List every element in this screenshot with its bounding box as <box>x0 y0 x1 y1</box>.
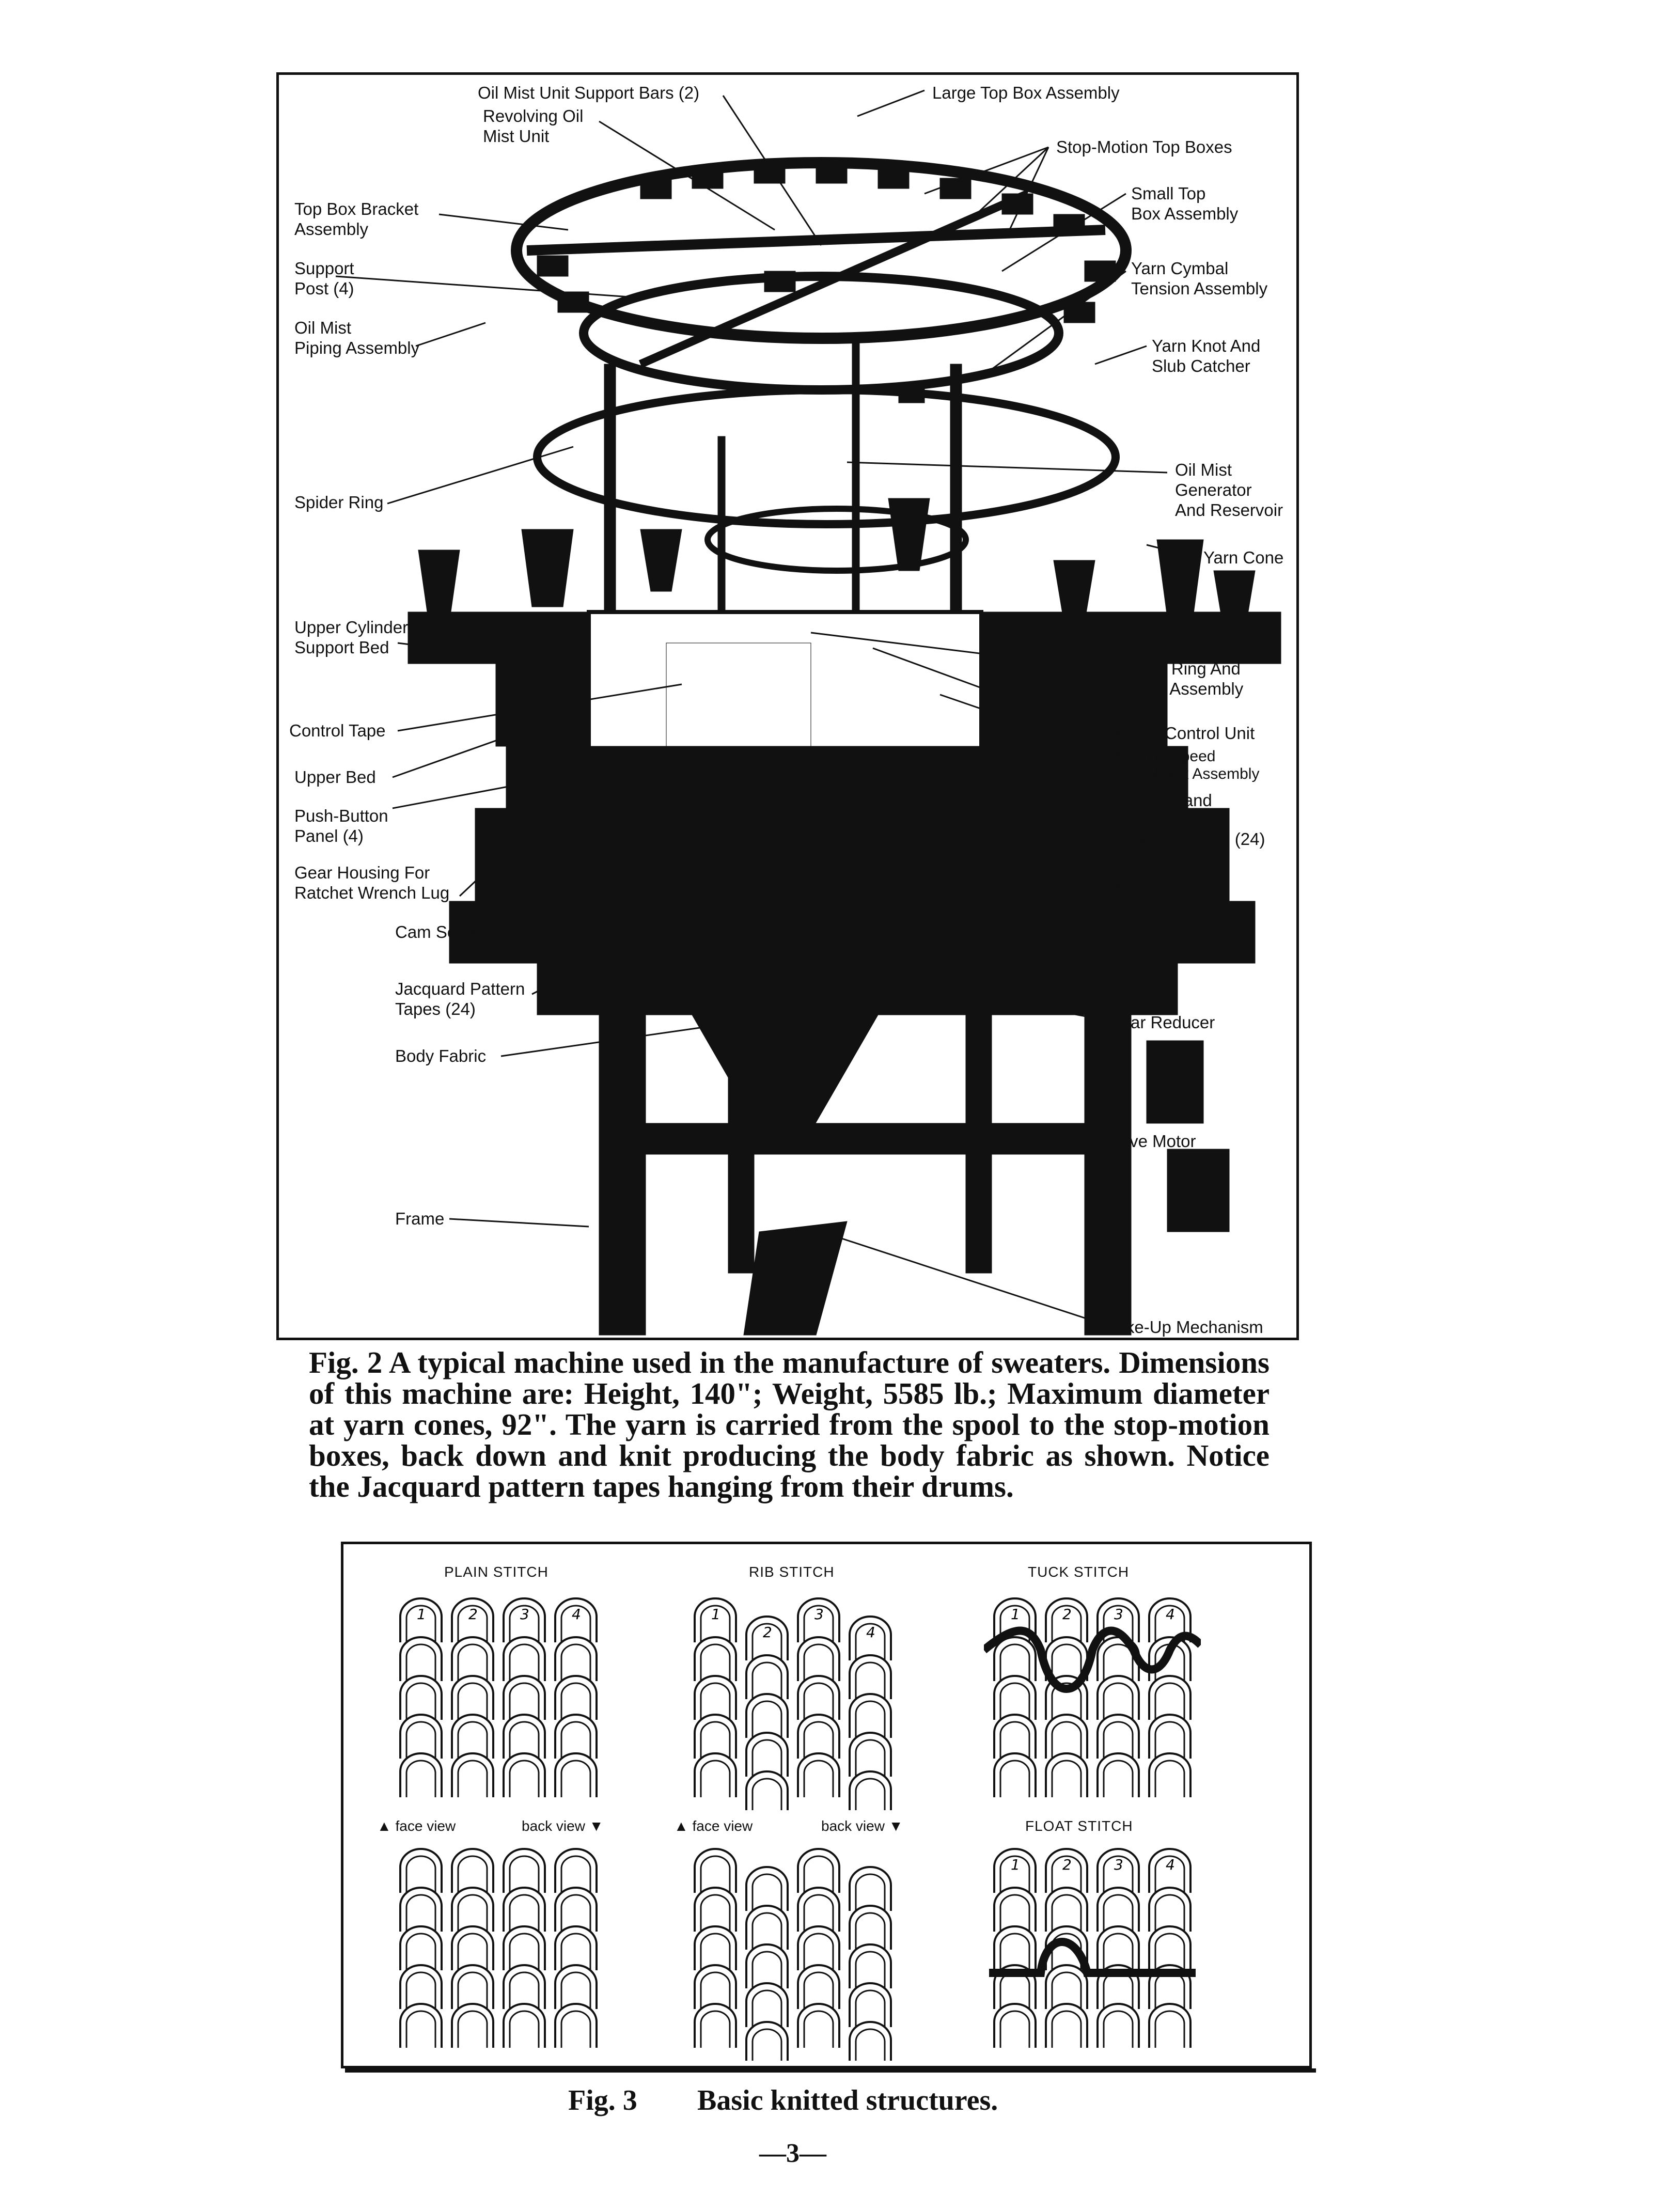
label-gear-housing: Gear Housing For Ratchet Wrench Lug <box>294 863 450 902</box>
rib-stitch-face-diagram <box>684 1588 901 1810</box>
plain-back-view-label: back view ▼ <box>522 1818 604 1834</box>
label-push-button-panel: Push-Button Panel (4) <box>294 806 388 845</box>
label-oil-mist-piping: Oil Mist Piping Assembly <box>294 318 420 357</box>
label-small-top-box: Small Top Box Assembly <box>1131 184 1239 223</box>
figure-3-stitch-diagram <box>341 1542 1312 2068</box>
rib-stitch-title: RIB STITCH <box>749 1564 835 1580</box>
rib-stitch-back-diagram <box>684 1839 901 2061</box>
figure-3-number: Fig. 3 <box>568 2084 637 2116</box>
svg-text:2: 2 <box>1062 1856 1072 1873</box>
svg-text:3: 3 <box>814 1606 824 1623</box>
svg-text:2: 2 <box>468 1606 478 1623</box>
label-drive-motor: Drive Motor <box>1108 1132 1196 1151</box>
page-number: —3— <box>759 2139 826 2168</box>
label-machine-speed: Machine Speed Control Box Assembly <box>1108 748 1260 782</box>
svg-text:1: 1 <box>711 1606 720 1623</box>
svg-text:1: 1 <box>1011 1606 1020 1623</box>
label-take-up: Take-Up Mechanism <box>1108 1317 1263 1337</box>
label-spider-ring: Spider Ring <box>294 493 384 512</box>
float-stitch-diagram <box>984 1839 1201 2061</box>
label-top-box-bracket: Top Box Bracket Assembly <box>294 199 419 239</box>
label-upper-bed: Upper Bed <box>294 767 376 787</box>
plain-face-view-label: ▲ face view <box>377 1818 456 1834</box>
svg-text:3: 3 <box>520 1606 529 1623</box>
svg-text:2: 2 <box>763 1624 772 1641</box>
figure-3-caption: Basic knitted structures. <box>697 2084 998 2116</box>
plain-stitch-face-diagram <box>390 1588 607 1810</box>
label-control-tape: Control Tape <box>289 721 386 740</box>
plain-stitch-back-diagram <box>390 1839 607 2061</box>
label-oil-mist-support-bars: Oil Mist Unit Support Bars (2) <box>478 83 700 102</box>
label-master-control: Master Control Unit <box>1108 724 1255 743</box>
label-jacquard-automats: Jacquard Automats (24) <box>1108 920 1254 959</box>
label-yarn-cymbal: Yarn Cymbal Tension Assembly <box>1131 259 1268 298</box>
svg-text:1: 1 <box>417 1606 426 1623</box>
svg-text:4: 4 <box>1166 1856 1175 1873</box>
svg-text:3: 3 <box>1114 1856 1123 1873</box>
tuck-stitch-diagram <box>984 1588 1201 1810</box>
label-jacquard-pattern-tapes: Jacquard Pattern Tapes (24) <box>395 979 525 1018</box>
svg-text:4: 4 <box>572 1606 581 1623</box>
plain-stitch-title: PLAIN STITCH <box>444 1564 549 1580</box>
label-control-stand: Control Stand <box>1108 791 1212 810</box>
label-automat-covers: Automat Covers (24) <box>1108 829 1265 849</box>
rib-face-view-label: ▲ face view <box>674 1818 753 1834</box>
svg-text:4: 4 <box>1166 1606 1175 1623</box>
label-oil-mist-generator: Oil Mist Generator And Reservoir <box>1175 460 1283 520</box>
figure-2-base-rule <box>276 1338 1299 1340</box>
label-upper-cylinder: Upper Cylinder Support Bed <box>294 618 409 657</box>
label-stop-motion-top-boxes: Stop-Motion Top Boxes <box>1056 137 1232 156</box>
svg-text:2: 2 <box>1062 1606 1072 1623</box>
figure-3-shadow-rule <box>345 2068 1316 2073</box>
figure-2-caption: Fig. 2 A typical machine used in the manufacture of sweaters. Dimensions of this machine are: Height, 140"; Weight, 5585 lb.; Maximum diameter at yarn cones, 92". The yarn is carried from the spool to the stop-motion boxes, back down and knit producing the body fabric as shown. Notice the Jacquard pattern tapes hanging from their drums. <box>309 1345 1270 1503</box>
label-frame: Frame <box>395 1209 445 1228</box>
label-support-post: Support Post (4) <box>294 259 354 298</box>
label-cam-sections: Cam Sections <box>395 922 502 942</box>
float-stitch-title: FLOAT STITCH <box>1025 1818 1133 1834</box>
label-yarn-cone: Yarn Cone <box>1203 548 1284 567</box>
label-main-bed: Main Bed <box>1108 876 1180 895</box>
label-revolving-oil-mist: Revolving Oil Mist Unit <box>483 106 584 146</box>
label-yarn-knot: Yarn Knot And Slub Catcher <box>1152 336 1261 375</box>
svg-text:1: 1 <box>1011 1856 1020 1873</box>
label-large-top-box: Large Top Box Assembly <box>932 83 1120 102</box>
svg-text:3: 3 <box>1114 1606 1123 1623</box>
rib-back-view-label: back view ▼ <box>821 1818 903 1834</box>
label-gear-reducer: Gear Reducer <box>1108 1013 1215 1032</box>
svg-text:4: 4 <box>866 1624 875 1641</box>
figure-2-machine-diagram <box>276 72 1299 1340</box>
label-contact-ring: Contact Ring And Bracket Assembly <box>1108 659 1244 698</box>
label-body-fabric: Body Fabric <box>395 1046 487 1065</box>
tuck-stitch-title: TUCK STITCH <box>1028 1564 1130 1580</box>
